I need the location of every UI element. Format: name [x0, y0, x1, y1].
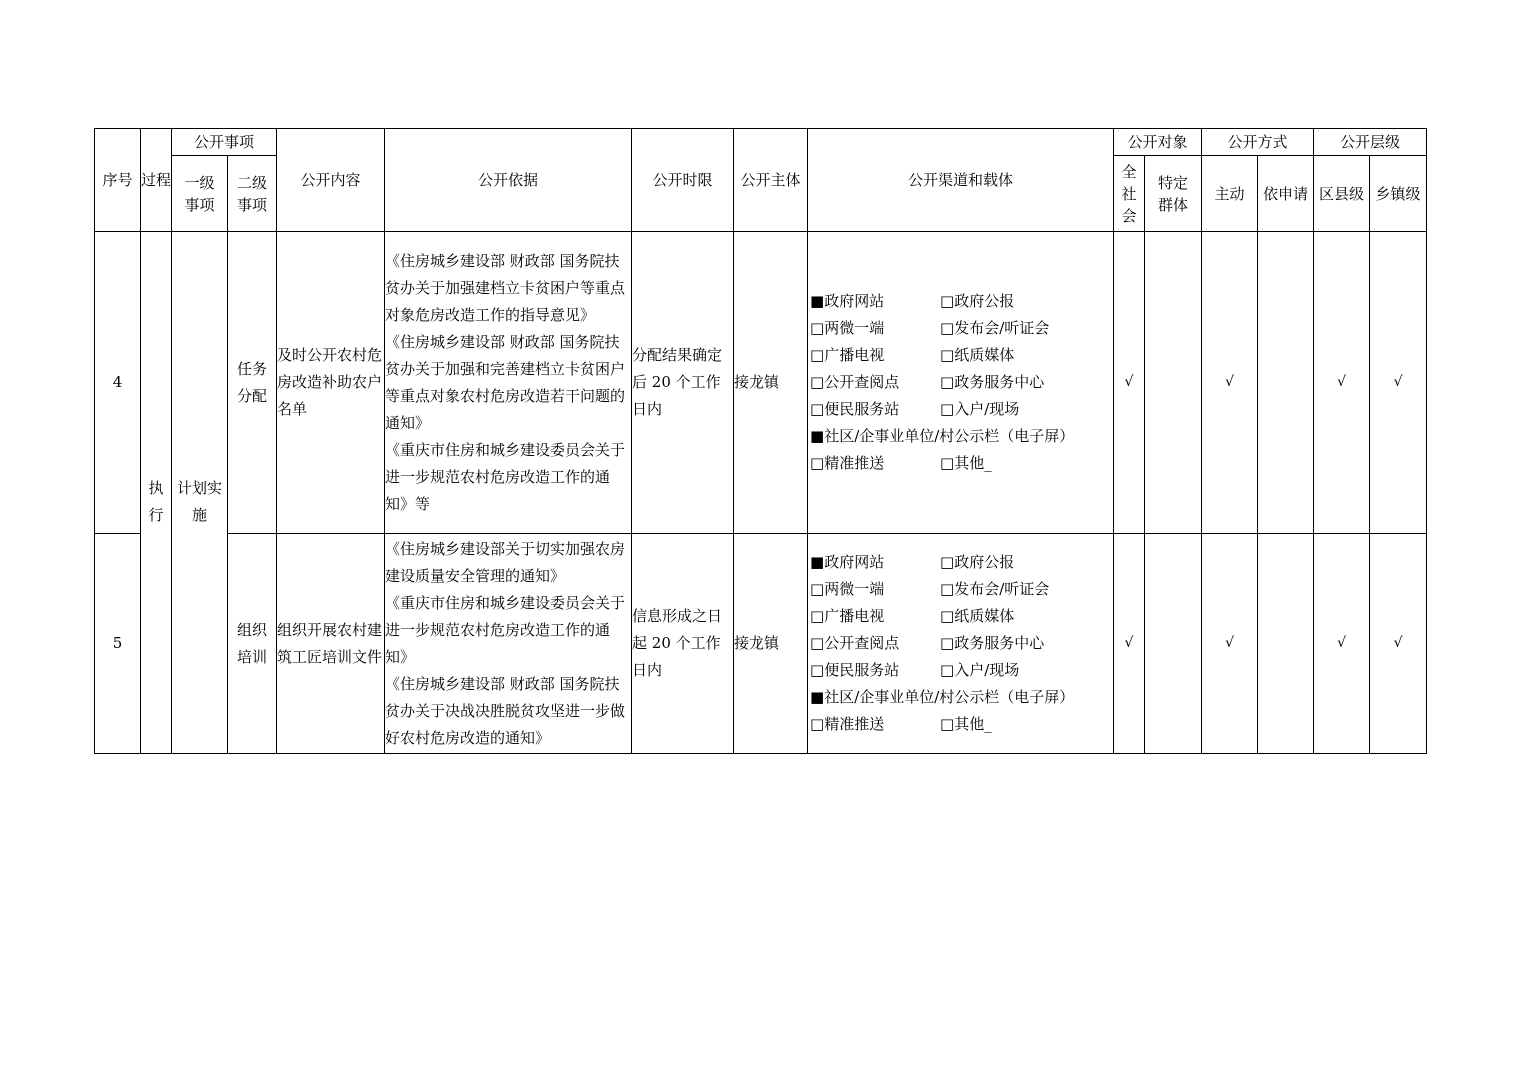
- row-method-active: √: [1202, 534, 1258, 754]
- header-level-town: 乡镇级: [1370, 156, 1427, 232]
- row-seq: 5: [95, 534, 141, 754]
- row-method-active: √: [1202, 232, 1258, 534]
- header-target-group: 公开对象: [1114, 129, 1202, 156]
- header-level2: 二级事项: [228, 156, 277, 232]
- header-method-request: 依申请: [1258, 156, 1314, 232]
- header-method-group: 公开方式: [1202, 129, 1314, 156]
- channel-item: □发布会/听证会: [940, 319, 1050, 337]
- channel-item: □广播电视: [810, 607, 885, 625]
- channel-item: □公开查阅点: [810, 373, 900, 391]
- header-level-county: 区县级: [1314, 156, 1370, 232]
- row-method-request: [1258, 232, 1314, 534]
- row-basis: 《住房城乡建设部关于切实加强农房建设质量安全管理的通知》 《重庆市住房和城乡建设委员会关于进一步规范农村危房改造工作的通知》 《住房城乡建设部 财政部 国务院扶贫办关于决战决胜脱贫攻坚进一步做好农村危房改造的通知》: [385, 534, 632, 754]
- channel-item: □精准推送: [810, 715, 885, 733]
- channel-item: □政府公报: [940, 553, 1015, 571]
- channel-item: □公开查阅点: [810, 634, 900, 652]
- row-content: 组织开展农村建筑工匠培训文件: [277, 534, 385, 754]
- row-level2: 任务分配: [228, 232, 277, 534]
- channel-item: ■社区/企事业单位/村公示栏（电子屏）: [810, 688, 1075, 706]
- channel-item: □入户/现场: [940, 400, 1020, 418]
- header-content: 公开内容: [277, 129, 385, 232]
- header-level-group: 公开层级: [1314, 129, 1427, 156]
- header-time-limit: 公开时限: [632, 129, 734, 232]
- row-target-all: √: [1114, 232, 1145, 534]
- channel-item: ■社区/企事业单位/村公示栏（电子屏）: [810, 427, 1075, 445]
- row-target-all: √: [1114, 534, 1145, 754]
- channel-item: ■政府网站: [810, 553, 885, 571]
- row-channels: [808, 232, 1114, 534]
- row-content: 及时公开农村危房改造补助农户名单: [277, 232, 385, 534]
- row-level-town: √: [1370, 232, 1427, 534]
- row-seq: 4: [95, 232, 141, 534]
- table-row: [95, 534, 1427, 754]
- channel-item: □入户/现场: [940, 661, 1020, 679]
- row-target-specific: [1145, 232, 1202, 534]
- channel-item: ■政府网站: [810, 292, 885, 310]
- level1-cell: 计划实施: [172, 232, 228, 754]
- row-time-limit: 信息形成之日起 20 个工作日内: [632, 534, 734, 754]
- row-time-limit: 分配结果确定后 20 个工作日内: [632, 232, 734, 534]
- header-matter-group: 公开事项: [172, 129, 277, 156]
- channel-item: □两微一端: [810, 319, 885, 337]
- header-seq: 序号: [95, 129, 141, 232]
- channel-item: □纸质媒体: [940, 346, 1015, 364]
- channel-item: □便民服务站: [810, 661, 900, 679]
- channel-item: □精准推送: [810, 454, 885, 472]
- row-channels: [808, 534, 1114, 754]
- process-cell: 执行: [141, 232, 172, 754]
- header-target-all: 全社会: [1114, 156, 1145, 232]
- channel-item: □广播电视: [810, 346, 885, 364]
- channel-item: □其他_: [940, 454, 992, 472]
- row-basis: 《住房城乡建设部 财政部 国务院扶贫办关于加强建档立卡贫困户等重点对象危房改造工作的指导意见》 《住房城乡建设部 财政部 国务院扶贫办关于加强和完善建档立卡贫困户等重点对象农村危房改造若干问题的通知》 《重庆市住房和城乡建设委员会关于进一步规范农村危房改造工作的通知》等: [385, 232, 632, 534]
- row-level-county: √: [1314, 534, 1370, 754]
- row-method-request: [1258, 534, 1314, 754]
- channel-item: □纸质媒体: [940, 607, 1015, 625]
- channel-item: □两微一端: [810, 580, 885, 598]
- header-subject: 公开主体: [734, 129, 808, 232]
- header-channels: 公开渠道和载体: [808, 129, 1114, 232]
- header-target-specific: 特定群体: [1145, 156, 1202, 232]
- row-subject: 接龙镇: [734, 232, 808, 534]
- header-basis: 公开依据: [385, 129, 632, 232]
- channel-item: □政府公报: [940, 292, 1015, 310]
- row-subject: 接龙镇: [734, 534, 808, 754]
- channel-item: □政务服务中心: [940, 634, 1045, 652]
- header-level1: 一级事项: [172, 156, 228, 232]
- channel-item: □便民服务站: [810, 400, 900, 418]
- channel-item: □发布会/听证会: [940, 580, 1050, 598]
- channel-item: □其他_: [940, 715, 992, 733]
- row-level-county: √: [1314, 232, 1370, 534]
- channel-item: □政务服务中心: [940, 373, 1045, 391]
- row-target-specific: [1145, 534, 1202, 754]
- row-level2: 组织培训: [228, 534, 277, 754]
- row-level-town: √: [1370, 534, 1427, 754]
- header-process: 过程: [141, 129, 172, 232]
- table-row: [95, 232, 1427, 534]
- disclosure-table: [94, 128, 1427, 754]
- header-method-active: 主动: [1202, 156, 1258, 232]
